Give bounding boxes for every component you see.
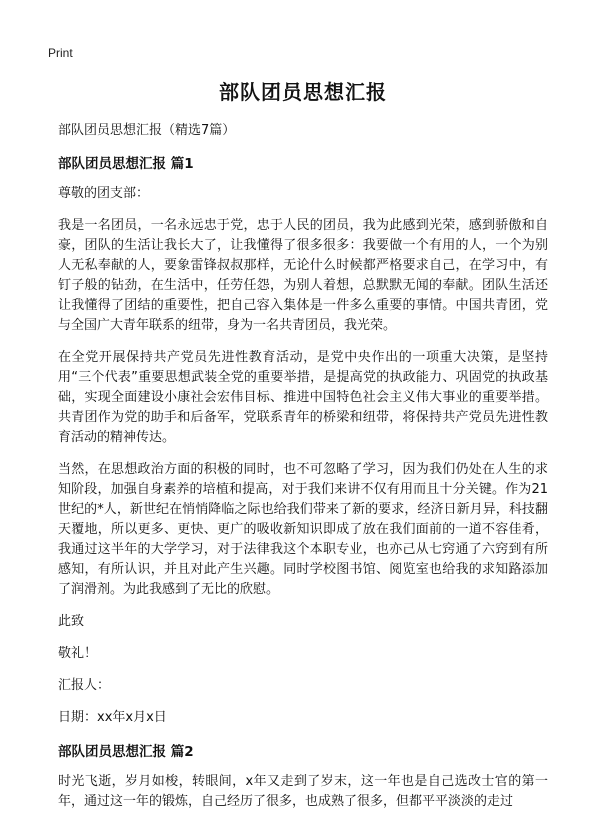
document-page <box>58 76 548 824</box>
paragraph: 当然，在思想政治方面的积极的同时，也不可忽略了学习，因为我们仍处在人生的求知阶段，加强自身素养的培植和提高，对于我们来讲不仅有用而且十分关键。作为21世纪的*人，新世纪在悄悄降临之际也给我们带来了新的要求，经济日新月异，科技翻天覆地，所以更多、更快、更广的吸收新知识即成了放在我们面前的一道不容佳肴，我通过这半年的大学学习，对于法律我这个本职专业，也亦己从七窍通了六窍到有所感知，有所认识，并且对此产生兴趣。同时学校图书馆、阅览室也给我的求知路添加了润滑剂。为此我感到了无比的欣慰。 <box>58 462 548 597</box>
section-heading-1: 部队团员思想汇报 篇1 <box>58 156 194 172</box>
salutation: 尊敬的团支部： <box>58 186 150 201</box>
print-label: Print <box>48 46 73 60</box>
reporter-label: 汇报人： <box>58 678 111 693</box>
date-line: 日期：xx年x月x日 <box>58 710 167 725</box>
section-heading-2: 部队团员思想汇报 篇2 <box>58 744 194 760</box>
page-title: 部队团员思想汇报 <box>219 80 387 104</box>
regards-text: 敬礼！ <box>58 646 98 661</box>
document-subtitle: 部队团员思想汇报（精选7篇） <box>58 123 236 138</box>
paragraph: 时光飞逝，岁月如梭，转眼间，x年又走到了岁末，这一年也是自己选改士官的第一年，通过这一年的锻炼，自己经历了很多，也成熟了很多，但都平平淡淡的走过 <box>58 774 548 809</box>
closing-text: 此致 <box>58 614 85 629</box>
paragraph: 在全党开展保持共产党员先进性教育活动，是党中央作出的一项重大决策，是坚持用“三个代表”重要思想武装全党的重要举措，是提高党的执政能力、巩固党的执政基础，实现全面建设小康社会宏伟目标、推进中国特色社会主义伟大事业的重要举措。共青团作为党的助手和后备军，党联系青年的桥梁和纽带，将保持共产党员先进性教育活动的精神传达。 <box>58 350 548 445</box>
paragraph: 我是一名团员，一名永远忠于党，忠于人民的团员，我为此感到光荣，感到骄傲和自豪，团队的生活让我长大了，让我懂得了很多很多：我要做一个有用的人，一个为别人无私奉献的人，要象雷锋叔叔那样，无论什么时候都严格要求自己，在学习中，有钉子般的钻劲，在生活中，任劳任怨，为别人着想，总默默无闻的奉献。团队生活还让我懂得了团结的重要性，把自己容入集体是一件多么重要的事情。中国共青团，党与全国广大青年联系的纽带，身为一名共青团员，我光荣。 <box>58 218 548 333</box>
